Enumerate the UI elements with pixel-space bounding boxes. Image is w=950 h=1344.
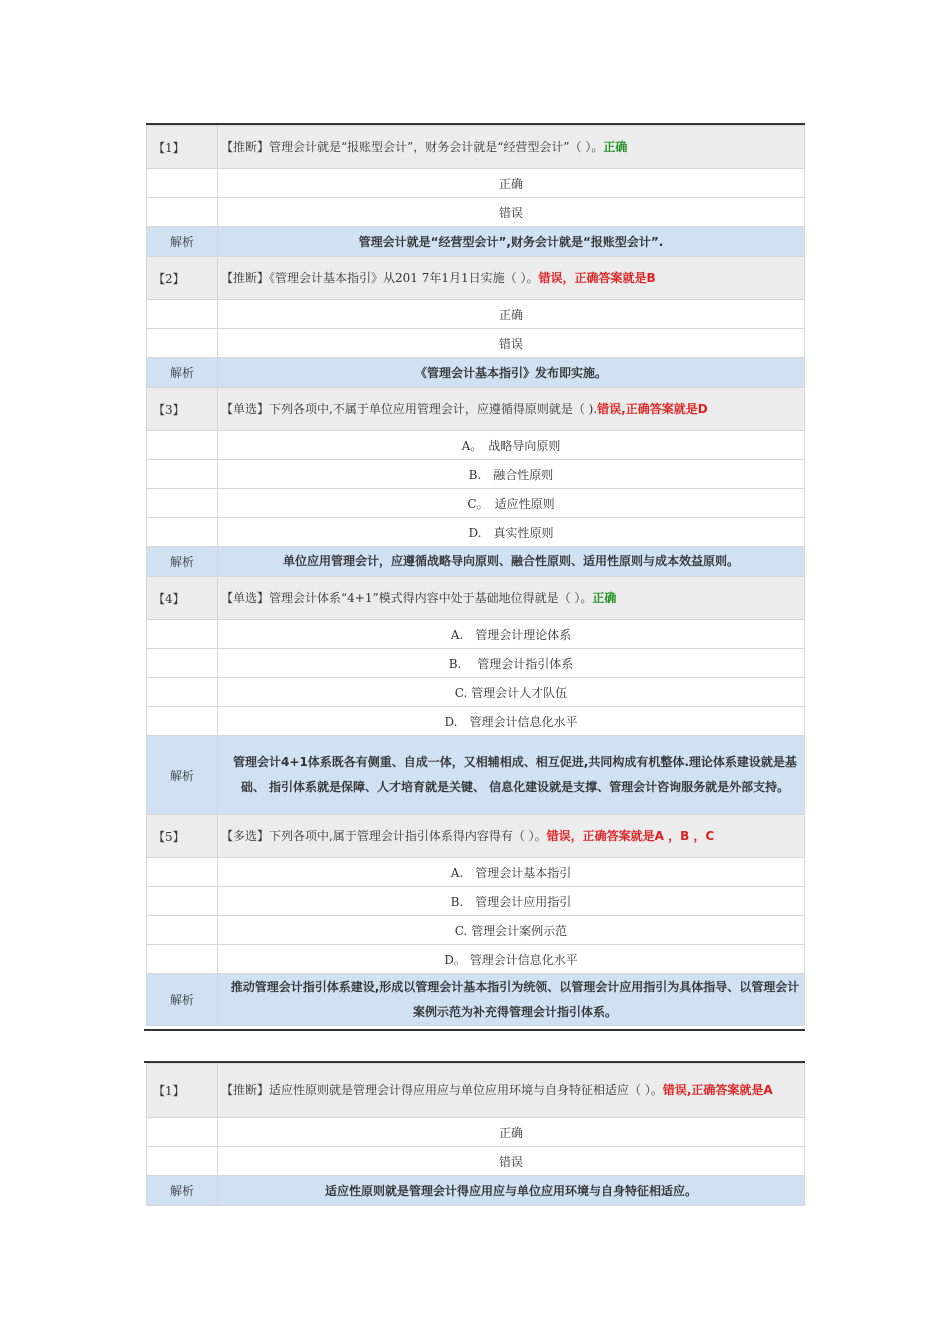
analysis-row <box>147 974 805 1026</box>
option-b[interactable]: B. 融合性原则 <box>218 460 805 489</box>
option-false[interactable]: 错误 <box>218 198 805 227</box>
option-row <box>147 945 805 974</box>
analysis-label: 解析 <box>147 358 218 388</box>
option-row <box>147 198 805 227</box>
option-row <box>147 1118 805 1147</box>
option-d[interactable]: D。 管理会计信息化水平 <box>218 945 805 974</box>
option-a[interactable]: A. 管理会计基本指引 <box>218 858 805 887</box>
question-number: 【5】 <box>147 815 218 858</box>
option-row <box>147 489 805 518</box>
question-number: 【2】 <box>147 257 218 300</box>
analysis-row <box>147 227 805 257</box>
option-false[interactable]: 错误 <box>218 1147 805 1176</box>
option-c[interactable]: C. 管理会计案例示范 <box>218 916 805 945</box>
analysis-row <box>147 1176 805 1206</box>
question-text: 【单选】下列各项中,不属于单位应用管理会计，应遵循得原则就是（ ). <box>221 401 598 416</box>
option-row <box>147 916 805 945</box>
option-row <box>147 887 805 916</box>
analysis-row <box>147 358 805 388</box>
option-row <box>147 678 805 707</box>
option-row <box>147 329 805 358</box>
quiz-table-section1 <box>146 125 805 1026</box>
question-text: 【推断】适应性原则就是管理会计得应用应与单位应用环境与自身特征相适应（ ）。 <box>221 1083 663 1097</box>
analysis-label: 解析 <box>147 547 218 577</box>
analysis-text: 管理会计4+1体系既各有侧重、自成一体，又相辅相成、相互促进,共同构成有机整体.理论体系建设就是基础、 指引体系就是保障、人才培育就是关键、 信息化建设就是支撑、管理会计咨询服务就是外部支持。 <box>218 736 805 815</box>
option-true[interactable]: 正确 <box>218 300 805 329</box>
analysis-text: 推动管理会计指引体系建设,形成以管理会计基本指引为统领、以管理会计应用指引为具体指导、以管理会计案例示范为补充得管理会计指引体系。 <box>218 974 805 1026</box>
analysis-text: 单位应用管理会计，应遵循战略导向原则、融合性原则、适用性原则与成本效益原则。 <box>218 547 805 577</box>
question-number: 【4】 <box>147 577 218 620</box>
option-c[interactable]: C. 管理会计人才队伍 <box>218 678 805 707</box>
analysis-label: 解析 <box>147 227 218 257</box>
option-row <box>147 620 805 649</box>
answer-result: 错误,正确答案就是A <box>662 1083 773 1097</box>
analysis-text: 适应性原则就是管理会计得应用应与单位应用环境与自身特征相适应。 <box>218 1176 805 1206</box>
section1-bottom-rule <box>144 1029 805 1031</box>
option-row <box>147 1147 805 1176</box>
option-row <box>147 431 805 460</box>
question-row <box>147 126 805 169</box>
option-b[interactable]: B. 管理会计指引体系 <box>218 649 805 678</box>
analysis-label: 解析 <box>147 1176 218 1206</box>
option-row <box>147 707 805 736</box>
option-row <box>147 460 805 489</box>
option-c[interactable]: C。 适应性原则 <box>218 489 805 518</box>
question-text: 【推断】管理会计就是“报账型会计”，财务会计就是“经营型会计”（ ）。 <box>221 139 604 154</box>
option-row <box>147 300 805 329</box>
answer-result: 错误，正确答案就是A ，B ，C <box>546 828 715 843</box>
analysis-label: 解析 <box>147 736 218 815</box>
quiz-table-section2 <box>146 1063 805 1206</box>
answer-result: 正确 <box>592 590 617 605</box>
question-number: 【1】 <box>147 126 218 169</box>
option-true[interactable]: 正确 <box>218 169 805 198</box>
option-true[interactable]: 正确 <box>218 1118 805 1147</box>
option-row <box>147 169 805 198</box>
option-d[interactable]: D. 真实性原则 <box>218 518 805 547</box>
analysis-label: 解析 <box>147 974 218 1026</box>
question-stem <box>218 126 805 169</box>
question-text: 【推断】《管理会计基本指引》从201 7年1月1日实施（ ）。 <box>221 270 539 285</box>
question-number: 【3】 <box>147 388 218 431</box>
option-false[interactable]: 错误 <box>218 329 805 358</box>
answer-result: 错误,正确答案就是D <box>597 401 708 416</box>
option-d[interactable]: D. 管理会计信息化水平 <box>218 707 805 736</box>
analysis-row <box>147 547 805 577</box>
question-stem <box>218 257 805 300</box>
question-stem <box>218 388 805 431</box>
analysis-row <box>147 736 805 815</box>
question-stem <box>218 577 805 620</box>
answer-result: 正确 <box>603 139 628 154</box>
question-row <box>147 1064 805 1118</box>
question-row <box>147 388 805 431</box>
option-row <box>147 518 805 547</box>
question-stem <box>218 1064 805 1118</box>
question-stem <box>218 815 805 858</box>
option-row <box>147 649 805 678</box>
question-row <box>147 577 805 620</box>
question-row <box>147 257 805 300</box>
question-text: 【多选】下列各项中,属于管理会计指引体系得内容得有（ ）。 <box>221 828 547 843</box>
analysis-text: 管理会计就是“经营型会计”,财务会计就是“报账型会计”. <box>218 227 805 257</box>
option-b[interactable]: B. 管理会计应用指引 <box>218 887 805 916</box>
question-number: 【1】 <box>147 1064 218 1118</box>
option-a[interactable]: A。 战略导向原则 <box>218 431 805 460</box>
option-row <box>147 858 805 887</box>
option-a[interactable]: A. 管理会计理论体系 <box>218 620 805 649</box>
question-text: 【单选】管理会计体系“4+1”模式得内容中处于基础地位得就是（ ）。 <box>221 590 593 605</box>
question-row <box>147 815 805 858</box>
answer-result: 错误，正确答案就是B <box>538 270 656 285</box>
analysis-text: 《管理会计基本指引》发布即实施。 <box>218 358 805 388</box>
